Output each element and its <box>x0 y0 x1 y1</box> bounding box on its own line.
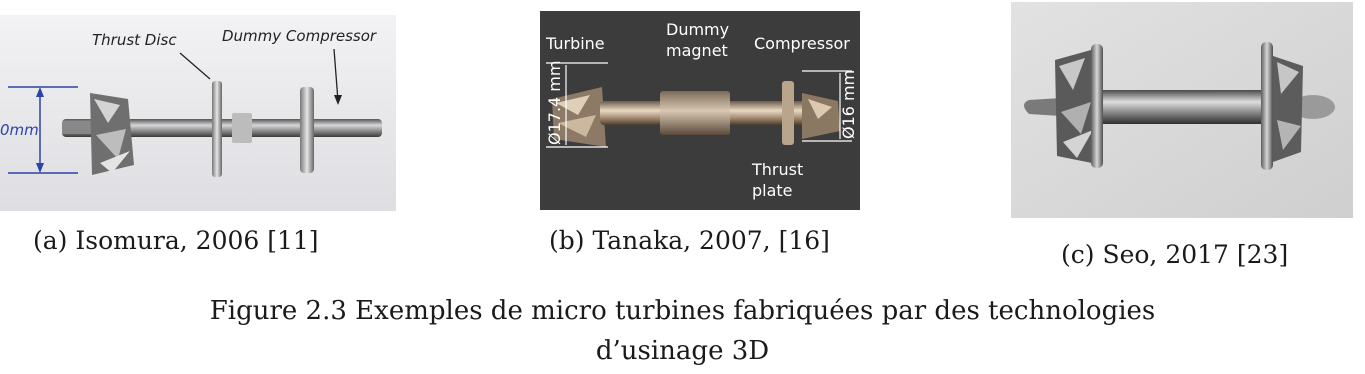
magnet-label: magnet <box>666 41 728 60</box>
figure-caption-line-1: Figure 2.3 Exemples de micro turbines fabriquées par des technologies <box>209 296 1156 326</box>
dimension-label: 0mm <box>0 121 39 139</box>
diameter-left-label: Ø17.4 mm <box>545 60 564 145</box>
diameter-right-label: Ø16 mm <box>839 69 858 139</box>
dummy-label: Dummy <box>666 20 730 39</box>
thrust-label: Thrust <box>752 160 804 179</box>
caption-panel-b: (b) Tanaka, 2007, [16] <box>549 226 830 255</box>
figure-caption-line-2: d’usinage 3D <box>595 336 770 366</box>
compressor-label: Compressor <box>754 34 850 53</box>
plate-label: plate <box>752 181 793 200</box>
caption-panel-c: (c) Seo, 2017 [23] <box>1061 240 1289 269</box>
photo-seo-rotor <box>1011 2 1353 218</box>
turbine-label: Turbine <box>546 34 605 53</box>
thrust-disc-label: Thrust Disc <box>92 31 177 49</box>
photo-isomura-rotor <box>0 15 396 211</box>
caption-panel-a: (a) Isomura, 2006 [11] <box>33 226 319 255</box>
dummy-compressor-label: Dummy Compressor <box>222 27 377 45</box>
photo-tanaka-rotor <box>540 11 860 210</box>
